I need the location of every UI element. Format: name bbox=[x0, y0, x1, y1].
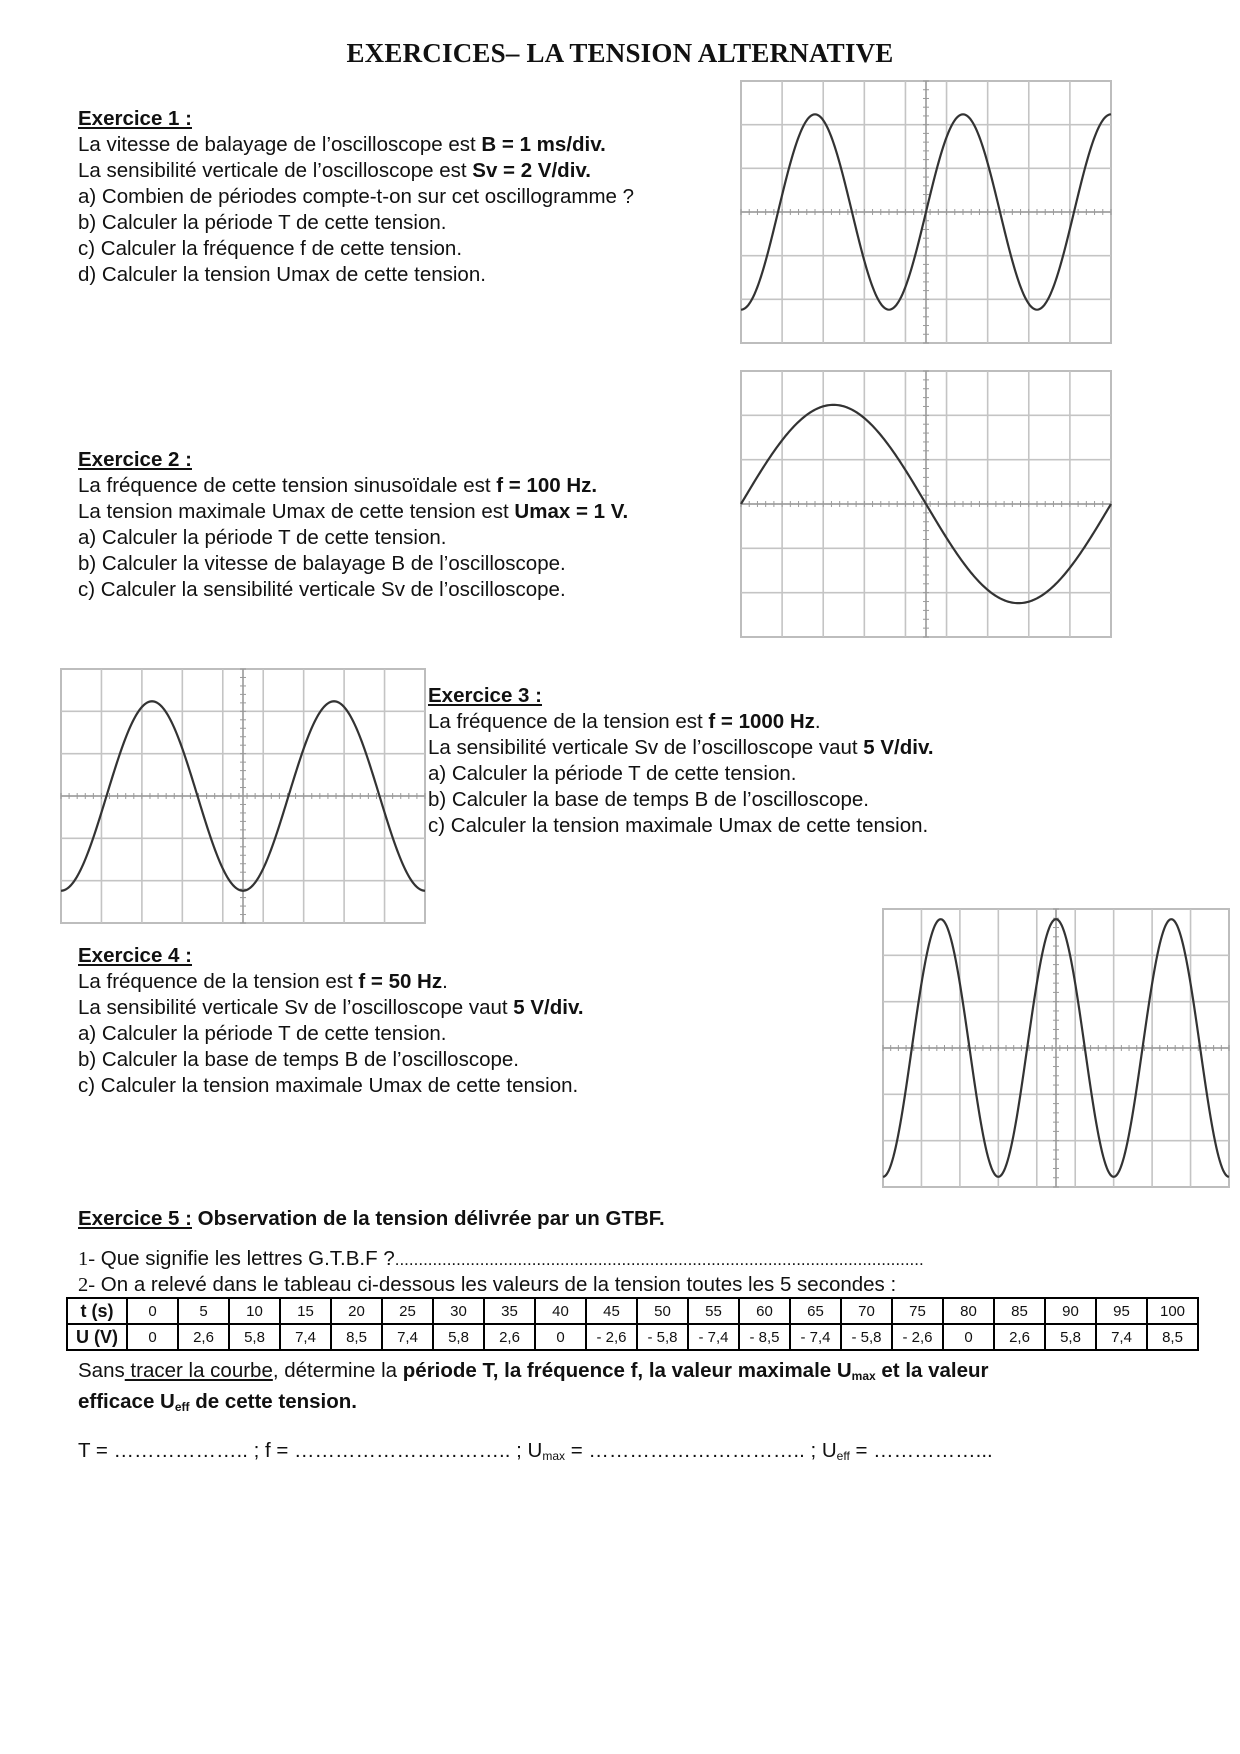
exercise-1-line-2: La sensibilité verticale de l’oscilloscope est Sv = 2 V/div. bbox=[78, 159, 591, 182]
table-cell-voltage: 0 bbox=[127, 1324, 178, 1350]
table-cell-voltage: 2,6 bbox=[484, 1324, 535, 1350]
table-cell-time: 75 bbox=[892, 1298, 943, 1324]
table-cell-time: 60 bbox=[739, 1298, 790, 1324]
exercise-3-line-2: La sensibilité verticale Sv de l’oscilloscope vaut 5 V/div. bbox=[428, 736, 934, 759]
oscillogram-1-svg bbox=[740, 80, 1112, 344]
exercise-2-line-2: La tension maximale Umax de cette tension est Umax = 1 V. bbox=[78, 500, 629, 523]
table-cell-time: 90 bbox=[1045, 1298, 1096, 1324]
oscillogram-3-svg bbox=[60, 668, 426, 924]
exercise-4-question-a: a) Calculer la période T de cette tension. bbox=[78, 1022, 447, 1045]
table-cell-time: 0 bbox=[127, 1298, 178, 1324]
exercise-2 bbox=[78, 447, 628, 603]
exercise-3-line-1: La fréquence de la tension est f = 1000 Hz. bbox=[428, 710, 821, 733]
table-cell-voltage: - 7,4 bbox=[790, 1324, 841, 1350]
table-cell-voltage: 2,6 bbox=[178, 1324, 229, 1350]
table-cell-time: 5 bbox=[178, 1298, 229, 1324]
exercise-5-heading-text: Observation de la tension délivrée par un GTBF. bbox=[191, 1207, 665, 1230]
table-cell-voltage: - 2,6 bbox=[586, 1324, 637, 1350]
exercise-3-question-a: a) Calculer la période T de cette tension. bbox=[428, 762, 797, 785]
table-cell-time: 30 bbox=[433, 1298, 484, 1324]
table-cell-time: 15 bbox=[280, 1298, 331, 1324]
exercise-1-question-a: a) Combien de périodes compte-t-on sur cet oscillogramme ? bbox=[78, 185, 635, 208]
table-cell-voltage: - 7,4 bbox=[688, 1324, 739, 1350]
table-cell-voltage: - 5,8 bbox=[637, 1324, 688, 1350]
exercise-5-heading: Exercice 5 : bbox=[78, 1207, 192, 1230]
row-label-voltage: U (V) bbox=[67, 1324, 127, 1350]
table-cell-voltage: 8,5 bbox=[331, 1324, 382, 1350]
exercise-3-question-b: b) Calculer la base de temps B de l’oscilloscope. bbox=[428, 788, 869, 811]
oscillogram-2 bbox=[740, 370, 1112, 638]
exercise-2-question-a: a) Calculer la période T de cette tension. bbox=[78, 526, 447, 549]
exercise-3 bbox=[428, 683, 934, 839]
exercise-5-question-1: 1- Que signifie les lettres G.T.B.F ?................................................................................................................ bbox=[78, 1247, 924, 1270]
table-cell-voltage: 8,5 bbox=[1147, 1324, 1198, 1350]
exercise-5-instructions: Sans tracer la courbe, détermine la période T, la fréquence f, la valeur maximale $U_{max}$ et la valeur efficace $U_{eff}$ de cette tension. bbox=[78, 1359, 989, 1414]
exercise-1 bbox=[78, 106, 634, 288]
table-cell-time: 65 bbox=[790, 1298, 841, 1324]
exercise-1-question-c: c) Calculer la fréquence f de cette tension. bbox=[78, 237, 463, 260]
exercise-3-heading: Exercice 3 : bbox=[428, 684, 542, 707]
table-cell-voltage: 7,4 bbox=[280, 1324, 331, 1350]
table-cell-voltage: 7,4 bbox=[1096, 1324, 1147, 1350]
table-cell-voltage: 5,8 bbox=[229, 1324, 280, 1350]
exercise-1-question-b: b) Calculer la période T de cette tension. bbox=[78, 211, 447, 234]
table-cell-voltage: 5,8 bbox=[433, 1324, 484, 1350]
exercise-4-heading: Exercice 4 : bbox=[78, 944, 192, 967]
exercise-1-question-d: d) Calculer la tension Umax de cette tension. bbox=[78, 263, 486, 286]
table-cell-time: 45 bbox=[586, 1298, 637, 1324]
table-cell-time: 50 bbox=[637, 1298, 688, 1324]
table-cell-voltage: 0 bbox=[943, 1324, 994, 1350]
answer-dots: ................................................................................................................ bbox=[394, 1250, 924, 1269]
table-cell-voltage: 7,4 bbox=[382, 1324, 433, 1350]
exercise-2-heading: Exercice 2 : bbox=[78, 448, 192, 471]
table-row-voltage bbox=[67, 1324, 1198, 1350]
values-table bbox=[66, 1297, 1199, 1351]
table-cell-time: 10 bbox=[229, 1298, 280, 1324]
oscillogram-4 bbox=[882, 908, 1230, 1188]
exercise-1-line-1: La vitesse de balayage de l’oscilloscope est B = 1 ms/div. bbox=[78, 133, 606, 156]
oscillogram-1 bbox=[740, 80, 1112, 344]
page-title: EXERCICES– LA TENSION ALTERNATIVE bbox=[346, 38, 894, 68]
oscillogram-2-svg bbox=[740, 370, 1112, 638]
table-cell-time: 70 bbox=[841, 1298, 892, 1324]
table-cell-time: 20 bbox=[331, 1298, 382, 1324]
exercise-4-line-2: La sensibilité verticale Sv de l’oscilloscope vaut 5 V/div. bbox=[78, 996, 584, 1019]
exercise-5-question-2: 2- On a relevé dans le tableau ci-dessous les valeurs de la tension toutes les 5 secondes : bbox=[78, 1273, 897, 1296]
table-cell-time: 40 bbox=[535, 1298, 586, 1324]
table-cell-voltage: - 2,6 bbox=[892, 1324, 943, 1350]
table-cell-time: 80 bbox=[943, 1298, 994, 1324]
table-cell-voltage: - 5,8 bbox=[841, 1324, 892, 1350]
table-cell-time: 100 bbox=[1147, 1298, 1198, 1324]
table-cell-voltage: 0 bbox=[535, 1324, 586, 1350]
exercise-4-question-b: b) Calculer la base de temps B de l’oscilloscope. bbox=[78, 1048, 519, 1071]
exercise-1-heading: Exercice 1 : bbox=[78, 107, 192, 130]
row-label-time: t (s) bbox=[67, 1298, 127, 1324]
exercise-2-question-b: b) Calculer la vitesse de balayage B de l’oscilloscope. bbox=[78, 552, 566, 575]
table-cell-voltage: - 8,5 bbox=[739, 1324, 790, 1350]
exercise-5-heading-line bbox=[78, 1206, 665, 1232]
table-cell-time: 95 bbox=[1096, 1298, 1147, 1324]
exercise-3-question-c: c) Calculer la tension maximale Umax de cette tension. bbox=[428, 814, 929, 837]
table-row-time bbox=[67, 1298, 1198, 1324]
exercise-4-line-1: La fréquence de la tension est f = 50 Hz. bbox=[78, 970, 448, 993]
exercise-4-question-c: c) Calculer la tension maximale Umax de cette tension. bbox=[78, 1074, 579, 1097]
table-cell-time: 85 bbox=[994, 1298, 1045, 1324]
oscillogram-3 bbox=[60, 668, 426, 924]
exercise-2-line-1: La fréquence de cette tension sinusoïdale est f = 100 Hz. bbox=[78, 474, 598, 497]
table-cell-time: 25 bbox=[382, 1298, 433, 1324]
table-cell-voltage: 2,6 bbox=[994, 1324, 1045, 1350]
exercise-4 bbox=[78, 943, 584, 1099]
exercise-5-answers: T = ……………….. ; f = ………………………….. ; $U_{max}$ = ………………………….. ; $U_{eff}$ = ……………... bbox=[78, 1439, 993, 1463]
table-cell-voltage: 5,8 bbox=[1045, 1324, 1096, 1350]
exercise-2-question-c: c) Calculer la sensibilité verticale Sv de l’oscilloscope. bbox=[78, 578, 566, 601]
table-cell-time: 35 bbox=[484, 1298, 535, 1324]
oscillogram-4-svg bbox=[882, 908, 1230, 1188]
table-cell-time: 55 bbox=[688, 1298, 739, 1324]
